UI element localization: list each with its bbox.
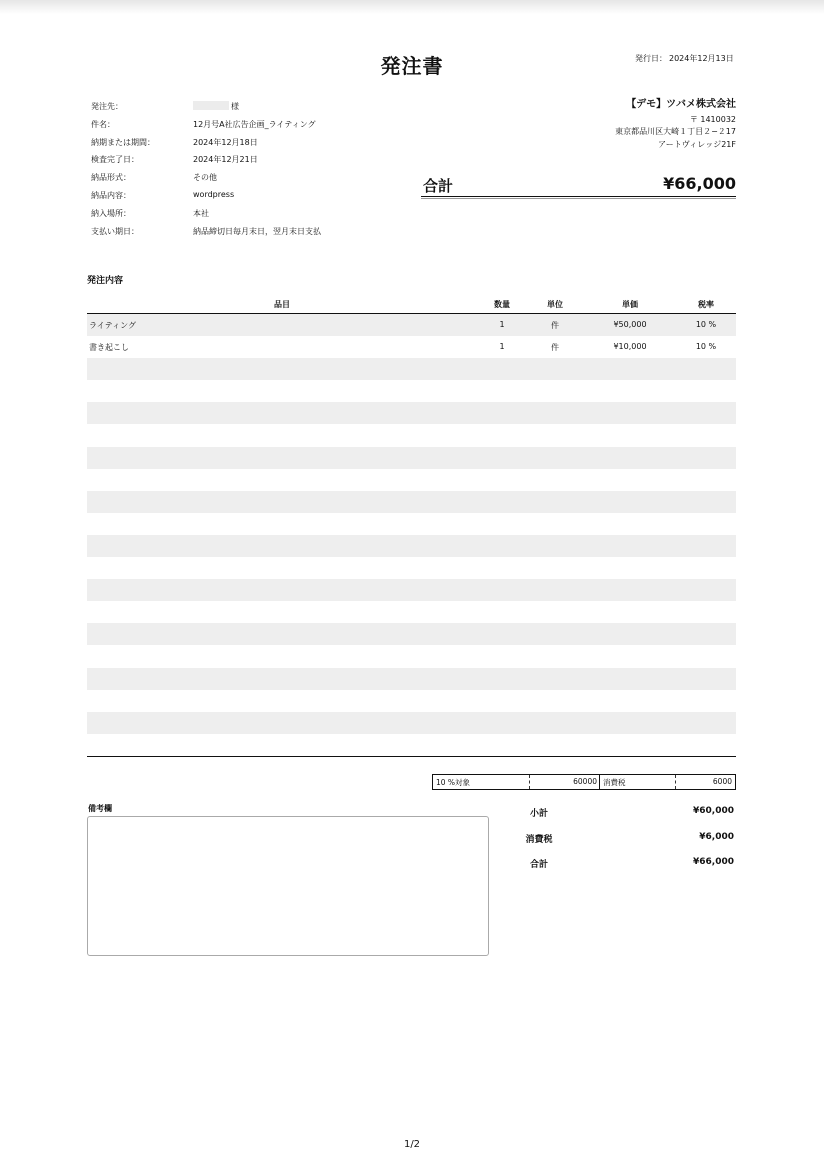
table-row-empty [87,712,736,734]
table-row-empty [87,668,736,690]
item-tax: 10 % [695,320,717,329]
tax-amount: 6000 [712,777,732,786]
page-top-shadow [0,0,824,14]
info-value: 様 [231,102,239,111]
item-unit: 件 [551,343,559,353]
info-label: 納品内容： [91,190,131,200]
redacted-name [193,101,229,110]
tax-row [510,832,734,858]
table-row-empty [87,402,736,424]
table-row-empty [87,645,736,667]
total-row [510,857,734,883]
issue-date-value: 2024年12月13日 [669,54,734,63]
info-value: その他 [193,173,217,183]
info-value: 本社 [193,208,209,218]
table-row-empty [87,513,736,535]
info-label: 検査完了日： [91,155,139,165]
grand-total-underline [421,198,736,199]
items-section-title: 発注内容 [87,276,124,286]
subtotal-amount: ¥60,000 [693,806,734,816]
divider [599,775,600,789]
item-price: ¥10,000 [613,342,647,352]
table-row-empty [87,491,736,513]
table-row-empty [87,734,736,756]
info-label: 件名： [91,119,115,129]
header-price: 単価 [622,300,638,309]
item-qty: 1 [499,320,505,329]
grand-total-summary [421,174,736,197]
table-row-empty [87,469,736,491]
item-qty: 1 [499,342,505,352]
header-item: 品目 [274,300,290,309]
dashed-divider [675,775,676,789]
tax-breakdown [432,774,736,790]
items-table-body [87,314,736,756]
supplier-value [193,101,239,112]
table-row-empty [87,579,736,601]
company-name: 【デモ】ツバメ株式会社 [626,99,736,110]
total-amount: ¥66,000 [693,857,734,867]
tax-total-label: 消費税 [525,834,553,845]
grand-total-label: 合計 [423,177,454,195]
issue-date-label: 発行日： [635,54,667,63]
info-label: 納期または期間： [91,137,155,147]
company-postal: 〒 1410032 [689,114,736,124]
info-label: 支払い期日： [91,226,139,236]
table-row-empty [87,535,736,557]
totals-block [510,806,734,883]
company-address-1: 東京都品川区大崎１丁目２−２17 [615,127,736,136]
subtotal-row [510,806,734,832]
tax-label: 消費税 [603,778,626,787]
table-row-empty [87,623,736,645]
tax-target-amount: 60000 [573,777,597,786]
table-row [87,336,736,358]
company-address-2: アートヴィレッジ21F [658,139,736,149]
info-value: 2024年12月18日 [193,137,258,147]
info-value: 12月号A社広告企画_ライティング [193,119,316,129]
info-value: 納品締切日毎月末日，翌月末日支払 [193,226,321,236]
table-row-empty [87,380,736,402]
grand-total-amount: ¥66,000 [663,174,736,193]
item-price: ¥50,000 [613,320,647,329]
items-table [87,297,736,757]
items-table-header [87,297,736,314]
memo-box[interactable] [87,816,489,956]
item-name: ライティング [89,321,136,330]
table-row [87,314,736,336]
header-qty: 数量 [494,300,510,309]
info-label: 納品形式： [91,173,131,183]
page-indicator: 1/2 [403,1139,421,1150]
header-tax: 税率 [698,300,714,309]
document-title: 発注書 [380,54,444,78]
items-table-bottom-rule [87,756,736,757]
info-value: wordpress [193,189,235,199]
tax-total-amount: ¥6,000 [699,831,734,842]
memo-label: 備考欄 [88,804,112,813]
tax-target-label: 10 %対象 [436,778,471,787]
info-value: 2024年12月21日 [193,155,258,165]
subtotal-label: 小計 [529,809,548,819]
issue-date [635,53,734,64]
item-name: 書き起こし [89,343,129,353]
info-label: 発注先： [91,102,123,111]
table-row-empty [87,447,736,469]
table-row-empty [87,690,736,712]
company-block [615,99,736,151]
info-label: 納入場所： [91,208,131,218]
table-row-empty [87,557,736,579]
item-tax: 10 % [695,342,717,352]
total-label: 合計 [529,860,548,870]
item-unit: 件 [551,321,559,330]
table-row-empty [87,358,736,380]
table-row-empty [87,601,736,623]
header-unit: 単位 [547,300,563,309]
dashed-divider [529,775,530,789]
table-row-empty [87,424,736,446]
